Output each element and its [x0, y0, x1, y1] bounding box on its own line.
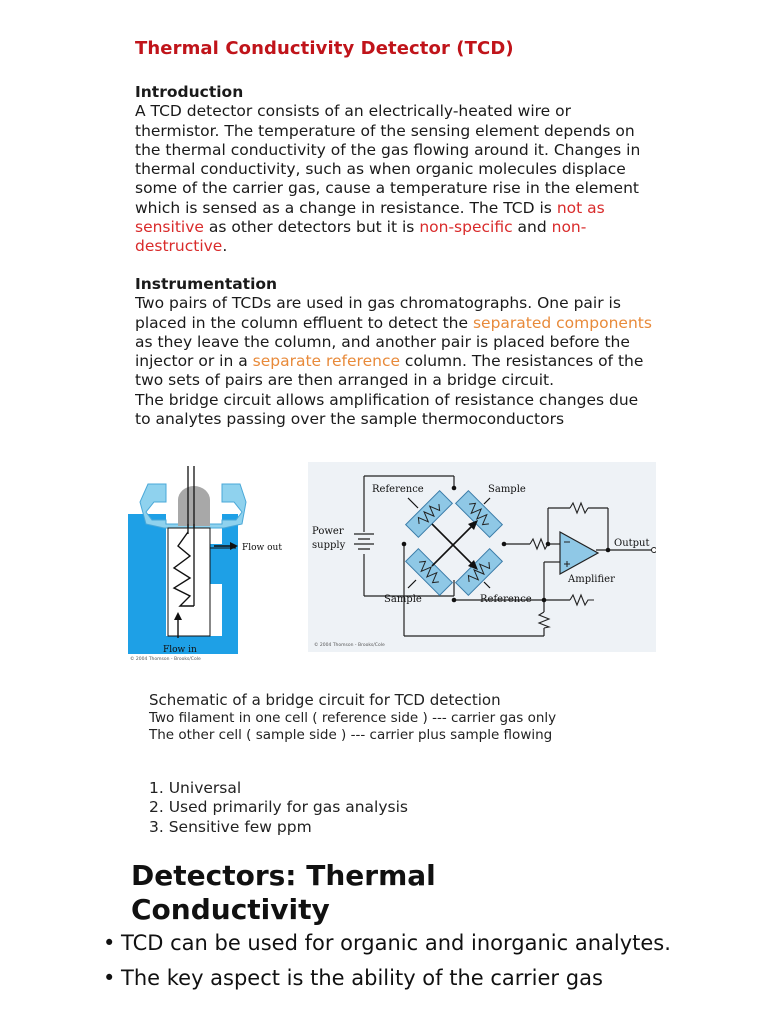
- list-item: 3. Sensitive few ppm: [149, 817, 312, 836]
- highlight-non-specific: non-specific: [419, 218, 513, 237]
- bridge-circuit-diagram: [308, 462, 656, 652]
- bullet-item: • TCD can be used for organic and inorganic analytes.: [103, 931, 671, 955]
- introduction-paragraph: A TCD detector consists of an electrically-heated wire or thermistor. The temperature of the sensing element depends on the thermal conductivity of the gas flowing around it. Changes in thermal conductivity, such as when organic molecules displace some of the carrier gas, cause a temperature rise in the element which is sensed as a change in resistance. The TCD is not as sensitive as other detectors but it is non-specific and non-destructive.: [135, 102, 641, 256]
- list-item: 1. Universal: [149, 779, 242, 797]
- introduction-section: [135, 83, 655, 257]
- instrumentation-heading: Instrumentation: [135, 275, 278, 293]
- label-power: Power: [312, 526, 344, 537]
- figure-caption: [149, 691, 556, 744]
- bullet-item: • The key aspect is the ability of the carrier gas: [103, 966, 603, 990]
- tcd-cell-diagram: [118, 462, 298, 662]
- flow-out-label: Flow out: [242, 543, 282, 553]
- label-reference-bottom: Reference: [480, 594, 532, 605]
- bullet-dot-icon: •: [103, 966, 116, 990]
- highlight-non-destructive: non-destructive: [135, 218, 587, 256]
- label-sample-bottom: Sample: [384, 594, 422, 605]
- caption-main: Schematic of a bridge circuit for TCD detection: [149, 691, 501, 709]
- bullet-dot-icon: •: [103, 931, 116, 955]
- label-amplifier: Amplifier: [568, 574, 615, 585]
- figure-left-copyright: © 2004 Thomson - Brooks/Cole: [130, 657, 201, 662]
- introduction-heading: Introduction: [135, 83, 244, 101]
- label-output: Output: [614, 538, 650, 549]
- caption-line-1: Two filament in one cell ( reference side ) --- carrier gas only: [149, 710, 557, 726]
- features-list: [149, 779, 408, 837]
- slide-title-line-2: Conductivity: [131, 893, 330, 926]
- label-supply: supply: [312, 540, 346, 551]
- slide-title-line-1: Detectors: Thermal: [131, 859, 436, 892]
- slide-title: [131, 859, 436, 927]
- highlight-not-as-sensitive: not as sensitive: [135, 198, 605, 237]
- instrumentation-paragraph: Two pairs of TCDs are used in gas chromatographs. One pair is placed in the column effluent to detect the separated components as they leave the column, and another pair is placed before the injector or in a separate reference column. The resistances of the two sets of pairs are then arranged in a bridge circuit.: [135, 294, 652, 390]
- highlight-separate-reference: separate reference: [252, 352, 400, 371]
- label-sample-top: Sample: [488, 484, 526, 495]
- instrumentation-paragraph-bridge: The bridge circuit allows amplification of resistance changes due to analytes passing over the sample thermoconductors: [135, 390, 639, 429]
- figure-right-copyright: © 2004 Thomson - Brooks/Cole: [314, 643, 385, 648]
- document-title: Thermal Conductivity Detector (TCD): [135, 38, 514, 59]
- label-reference-top: Reference: [372, 484, 424, 495]
- flow-in-label: Flow in: [163, 645, 197, 655]
- instrumentation-section: [135, 275, 655, 437]
- highlight-separated-components: separated components: [472, 313, 652, 332]
- caption-line-2: The other cell ( sample side ) --- carrier plus sample flowing: [149, 727, 553, 743]
- list-item: 2. Used primarily for gas analysis: [149, 798, 408, 817]
- slide-bullets: [103, 930, 743, 1000]
